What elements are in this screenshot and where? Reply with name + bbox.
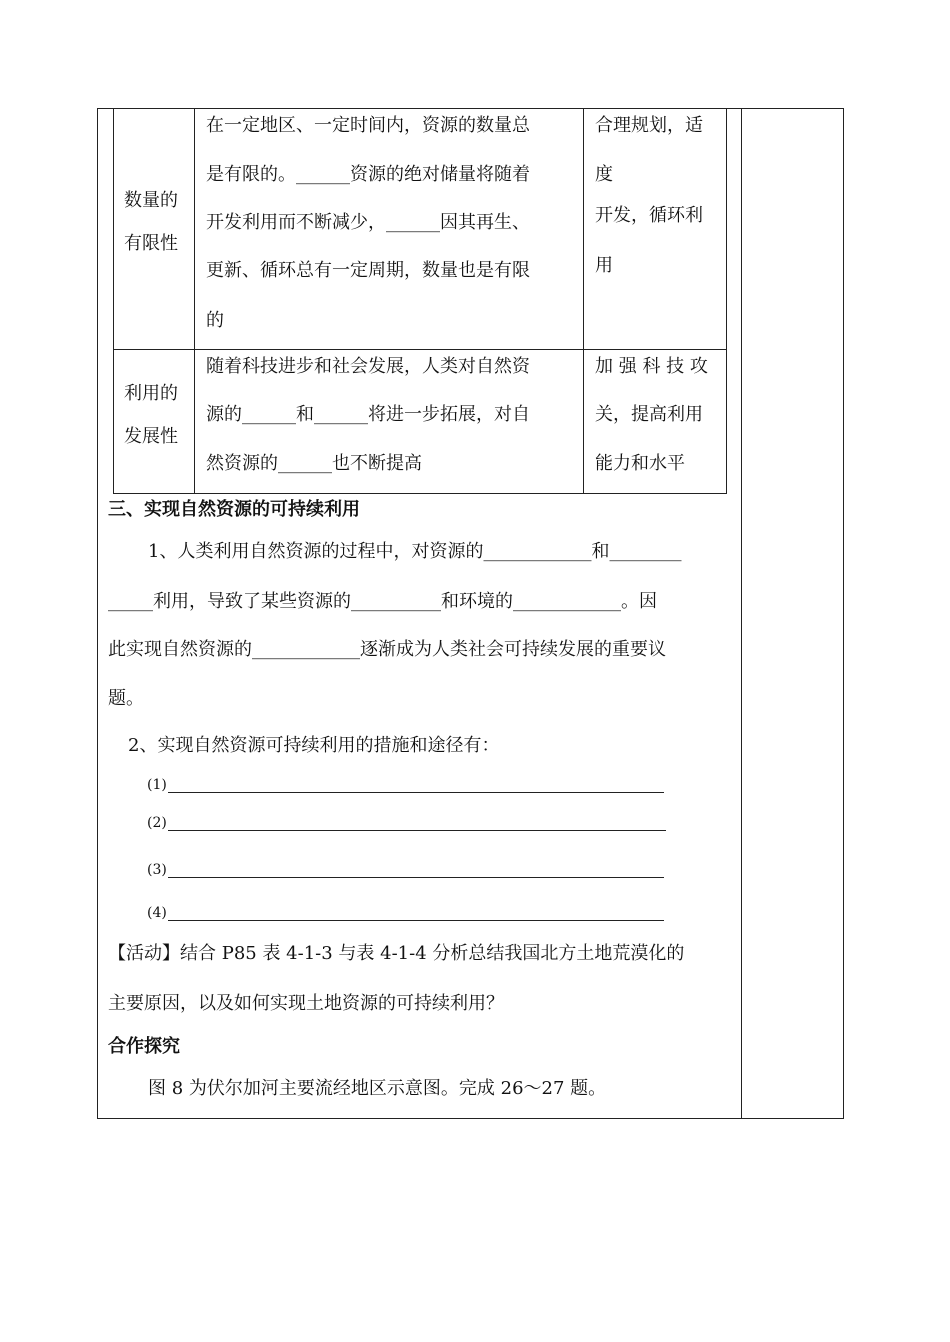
paragraph-line: 题。 [108,688,144,709]
table-col-divider [194,108,195,494]
activity-line: 主要原因，以及如何实现土地资源的可持续利用？ [108,993,504,1014]
paragraph-line: 2、实现自然资源可持续利用的措施和途径有： [128,735,500,756]
right-column-divider [741,108,742,1119]
row-measure-line: 度 [595,164,613,185]
row-label-line: 利用的 [124,383,178,404]
table-row-divider [113,349,727,350]
row-measure-line: 能力和水平 [595,453,685,474]
answer-line[interactable] [168,877,664,878]
answer-line[interactable] [168,792,664,793]
row-content-line: 更新、循环总有一定周期，数量也是有限 [206,260,530,281]
answer-item-number: (4) [147,905,167,921]
row-measure-line: 用 [595,255,613,276]
paragraph-line: 图 8 为伏尔加河主要流经地区示意图。完成 26～27 题。 [148,1078,607,1099]
row-measure-line: 合理规划，适 [595,115,703,136]
row-content-line: 然资源的______也不断提高 [206,453,422,474]
paragraph-line: _____利用，导致了某些资源的__________和环境的____________。因 [108,591,657,612]
answer-item-number: (2) [147,815,167,831]
paragraph-line: 此实现自然资源的____________逐渐成为人类社会可持续发展的重要议 [108,639,666,660]
answer-item-number: (1) [147,777,167,793]
row-content-line: 的 [206,310,224,331]
row-content-line: 是有限的。______资源的绝对储量将随着 [206,164,530,185]
row-content-line: 随着科技进步和社会发展，人类对自然资 [206,356,530,377]
row-content-line: 在一定地区、一定时间内，资源的数量总 [206,115,530,136]
activity-line: 【活动】结合 P85 表 4-1-3 与表 4-1-4 分析总结我国北方土地荒漠化的 [108,943,685,964]
row-measure-line: 加 强 科 技 攻 [595,356,708,377]
row-measure-line: 开发，循环利 [595,205,703,226]
section-heading: 三、实现自然资源的可持续利用 [108,499,360,520]
row-label-line: 数量的 [124,190,178,211]
row-label-line: 有限性 [124,233,178,254]
row-measure-line: 关，提高利用 [595,404,703,425]
row-content-line: 源的______和______将进一步拓展，对自 [206,404,530,425]
row-label-line: 发展性 [124,426,178,447]
answer-item-number: (3) [147,862,167,878]
row-content-line: 开发利用而不断减少，______因其再生、 [206,212,530,233]
section-heading: 合作探究 [108,1036,180,1057]
table-col-divider [583,108,584,494]
answer-line[interactable] [168,920,664,921]
answer-line[interactable] [168,830,666,831]
paragraph-line: 1、人类利用自然资源的过程中，对资源的____________和________ [148,541,682,562]
